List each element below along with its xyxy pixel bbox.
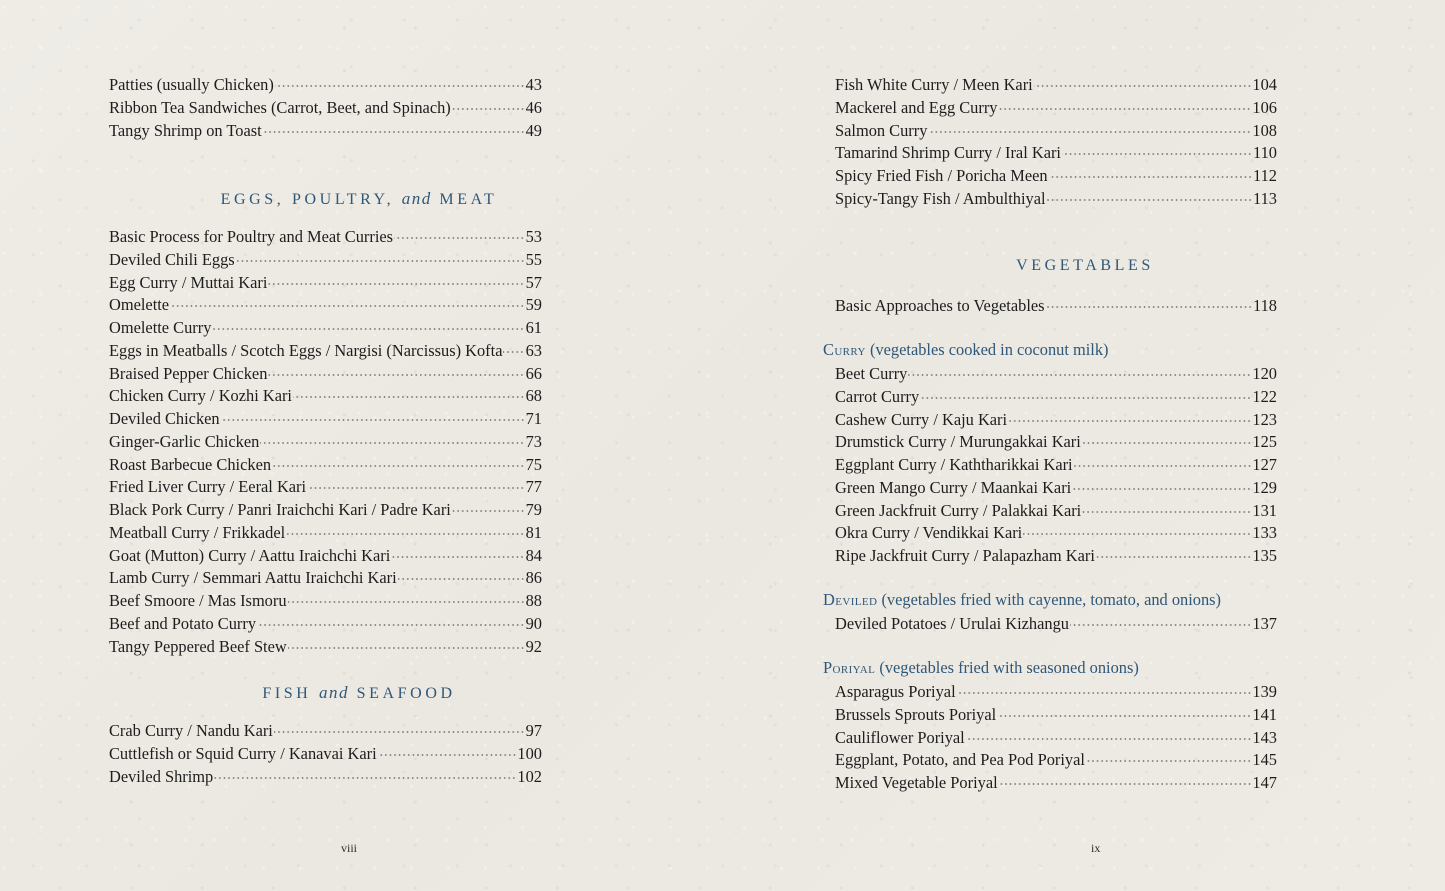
entry-page: 147 (1252, 773, 1277, 792)
toc-entry[interactable] (109, 743, 542, 766)
entry-title: Green Jackfruit Curry / Palakkai Kari (835, 500, 1082, 520)
left-page (0, 0, 722, 891)
entry-page: 88 (525, 591, 542, 610)
toc-entry[interactable] (109, 408, 542, 431)
entry-page: 73 (525, 431, 542, 451)
entry-page: 104 (1252, 75, 1277, 94)
dot-leader (997, 715, 1251, 717)
entry-title: Deviled Shrimp (109, 766, 214, 786)
section-heading-fish-seafood (109, 683, 609, 703)
dot-leader (1082, 511, 1251, 513)
eggs-poultry-meat-list (109, 226, 542, 658)
entry-page: 90 (525, 613, 542, 633)
toc-entry[interactable] (109, 454, 542, 477)
toc-entry[interactable] (835, 431, 1277, 454)
heading-text: SEAFOOD (356, 685, 456, 702)
entry-title: Tangy Peppered Beef Stew (109, 636, 287, 656)
subsection-description: (vegetables fried with seasoned onions) (879, 658, 1139, 677)
entry-page: 68 (525, 386, 542, 406)
toc-entry[interactable] (835, 97, 1277, 120)
dot-leader (268, 374, 524, 376)
entry-page: 92 (525, 636, 542, 656)
entry-title: Fish White Curry / Meen Kari (835, 75, 1033, 94)
entry-page: 110 (1253, 143, 1277, 163)
section-heading-vegetables (835, 257, 1335, 275)
subsection-name: Deviled (823, 590, 878, 609)
subsection-heading-curry (823, 340, 1109, 360)
entry-page: 112 (1253, 166, 1277, 185)
entry-title: Beef and Potato Curry (109, 613, 257, 633)
dot-leader (1082, 442, 1252, 444)
entry-title: Deviled Chicken (109, 409, 220, 428)
entry-page: 137 (1252, 614, 1277, 633)
entry-page: 84 (525, 545, 542, 565)
dot-leader (957, 692, 1252, 694)
dot-leader (998, 108, 1251, 110)
entry-page: 125 (1252, 432, 1277, 452)
dot-leader (260, 442, 524, 444)
vegetables-intro-list (835, 295, 1277, 318)
entry-page: 86 (525, 568, 542, 588)
entry-page: 122 (1252, 386, 1277, 406)
entry-title: Lamb Curry / Semmari Aattu Iraichchi Kari (109, 568, 397, 588)
toc-entry[interactable] (835, 454, 1277, 477)
dot-leader (908, 374, 1251, 376)
dot-leader (288, 647, 525, 649)
dot-leader (1008, 420, 1251, 422)
dot-leader (378, 754, 517, 756)
toc-entry[interactable] (835, 681, 1277, 704)
entry-title: Beet Curry (835, 364, 908, 383)
toc-entry[interactable] (835, 386, 1277, 409)
entry-page: 118 (1253, 296, 1277, 315)
entry-title: Spicy Fried Fish / Poricha Meen (835, 166, 1048, 185)
curry-list (835, 363, 1277, 568)
toc-entry[interactable] (835, 142, 1277, 165)
dot-leader (1096, 556, 1252, 558)
entry-title: Ribbon Tea Sandwiches (Carrot, Beet, and Spinach) (109, 97, 451, 117)
entry-page: 133 (1252, 523, 1277, 543)
dot-leader (920, 397, 1251, 399)
entry-title: Deviled Chili Eggs (109, 249, 235, 269)
dot-leader (1049, 176, 1252, 178)
entry-title: Omelette Curry (109, 318, 212, 337)
entry-title: Basic Process for Poultry and Meat Curries (109, 227, 394, 246)
toc-entry[interactable] (109, 317, 542, 340)
dot-leader (1046, 306, 1252, 308)
dot-leader (293, 396, 525, 398)
toc-entry[interactable] (835, 749, 1277, 772)
entry-page: 141 (1252, 704, 1277, 724)
entry-title: Eggplant, Potato, and Pea Pod Poriyal (835, 750, 1085, 770)
toc-entry[interactable] (109, 545, 542, 568)
intro-entries-list (109, 74, 542, 142)
entry-title: Cuttlefish or Squid Curry / Kanavai Kari (109, 743, 377, 763)
dot-leader (999, 783, 1252, 785)
toc-entry[interactable] (109, 363, 542, 386)
entry-page: 71 (525, 409, 542, 428)
entry-title: Chicken Curry / Kozhi Kari (109, 386, 292, 406)
dot-leader (214, 777, 516, 779)
entry-page: 63 (525, 340, 542, 360)
toc-entry[interactable] (109, 294, 542, 317)
toc-entry[interactable] (835, 545, 1277, 568)
toc-entry[interactable] (109, 431, 542, 454)
entry-title: Carrot Curry (835, 386, 920, 406)
dot-leader (966, 738, 1252, 740)
heading-conjunction: and (401, 189, 432, 208)
dot-leader (391, 556, 524, 558)
subsection-description: (vegetables fried with cayenne, tomato, and onions) (881, 590, 1222, 609)
dot-leader (263, 131, 525, 133)
dot-leader (452, 510, 525, 512)
dot-leader (286, 533, 524, 535)
entry-page: 77 (525, 477, 542, 497)
toc-entry[interactable] (835, 74, 1277, 97)
entry-title: Beef Smoore / Mas Ismoru (109, 591, 287, 610)
heading-text: EGGS, POULTRY, (220, 191, 395, 208)
entry-title: Ginger-Garlic Chicken (109, 431, 260, 451)
entry-title: Egg Curry / Muttai Kari (109, 272, 268, 292)
page-number-right: ix (1091, 841, 1101, 855)
toc-entry[interactable] (109, 249, 542, 272)
heading-conjunction: and (319, 683, 350, 702)
toc-entry[interactable] (835, 188, 1277, 211)
toc-entry[interactable] (109, 97, 542, 120)
toc-entry[interactable] (109, 272, 542, 295)
toc-entry[interactable] (109, 476, 542, 499)
entry-page: 139 (1252, 682, 1277, 701)
entry-title: Brussels Sprouts Poriyal (835, 704, 997, 724)
dot-leader (288, 601, 525, 603)
fish-continued-list (835, 74, 1277, 211)
dot-leader (268, 283, 524, 285)
toc-entry[interactable] (835, 477, 1277, 500)
dot-leader (274, 731, 525, 733)
dot-leader (1062, 153, 1252, 155)
toc-entry[interactable] (835, 165, 1277, 188)
deviled-list (835, 613, 1277, 636)
entry-title: Cashew Curry / Kaju Kari (835, 409, 1008, 429)
entry-page: 43 (525, 75, 542, 94)
entry-title: Basic Approaches to Vegetables (835, 296, 1045, 315)
entry-title: Asparagus Poriyal (835, 682, 956, 701)
entry-page: 49 (525, 120, 542, 140)
entry-title: Tangy Shrimp on Toast (109, 120, 262, 140)
entry-page: 59 (525, 295, 542, 315)
toc-entry[interactable] (109, 590, 542, 613)
toc-entry[interactable] (109, 636, 542, 659)
entry-title: Black Pork Curry / Panri Iraichchi Kari / Padre Kari (109, 500, 451, 519)
toc-entry[interactable] (109, 567, 542, 590)
entry-title: Salmon Curry (835, 120, 928, 140)
dot-leader (212, 328, 524, 330)
entry-page: 129 (1252, 477, 1277, 497)
dot-leader (1070, 624, 1251, 626)
entry-title: Green Mango Curry / Maankai Kari (835, 477, 1072, 497)
entry-title: Drumstick Curry / Murungakkai Kari (835, 432, 1081, 452)
toc-entry[interactable] (835, 500, 1277, 523)
entry-title: Ripe Jackfruit Curry / Palapazham Kari (835, 546, 1095, 565)
toc-entry[interactable] (835, 772, 1277, 795)
entry-title: Roast Barbecue Chicken (109, 454, 272, 474)
entry-title: Braised Pepper Chicken (109, 363, 268, 383)
entry-page: 100 (517, 743, 542, 763)
entry-page: 123 (1252, 409, 1277, 429)
toc-entry[interactable] (835, 363, 1277, 386)
dot-leader (272, 465, 525, 467)
toc-entry[interactable] (835, 613, 1277, 636)
subsection-heading-deviled (823, 590, 1221, 610)
subsection-name: Poriyal (823, 658, 876, 677)
entry-title: Omelette (109, 295, 170, 315)
subsection-description: (vegetables cooked in coconut milk) (870, 340, 1109, 359)
entry-page: 55 (525, 249, 542, 269)
entry-title: Eggplant Curry / Kaththarikkai Kari (835, 455, 1073, 474)
entry-title: Spicy-Tangy Fish / Ambulthiyal (835, 188, 1046, 208)
toc-entry[interactable] (109, 522, 542, 545)
toc-entry[interactable] (109, 385, 542, 408)
entry-page: 143 (1252, 727, 1277, 747)
toc-entry[interactable] (109, 766, 542, 789)
dot-leader (1047, 199, 1252, 201)
heading-text: FISH (262, 685, 312, 702)
page-number-left: viii (341, 841, 358, 855)
entry-title: Tamarind Shrimp Curry / Iral Kari (835, 143, 1061, 163)
poriyal-list (835, 681, 1277, 795)
entry-page: 53 (525, 227, 542, 246)
entry-page: 113 (1253, 188, 1277, 208)
dot-leader (307, 487, 525, 489)
toc-entry[interactable] (835, 120, 1277, 143)
subsection-heading-poriyal (823, 658, 1139, 678)
toc-entry[interactable] (109, 613, 542, 636)
entry-page: 81 (525, 522, 542, 542)
entry-title: Mixed Vegetable Poriyal (835, 773, 998, 792)
entry-page: 131 (1252, 500, 1277, 520)
heading-text: MEAT (439, 191, 498, 208)
toc-entry[interactable] (109, 720, 542, 743)
entry-title: Eggs in Meatballs / Scotch Eggs / Nargisi (Narcissus) Kofta (109, 340, 503, 360)
dot-leader (394, 237, 525, 239)
dot-leader (236, 260, 525, 262)
entry-title: Cauliflower Poriyal (835, 727, 965, 747)
entry-page: 46 (525, 97, 542, 117)
entry-page: 106 (1252, 97, 1277, 117)
entry-page: 57 (525, 272, 542, 292)
entry-page: 108 (1252, 120, 1277, 140)
entry-title: Patties (usually Chicken) (109, 75, 274, 94)
dot-leader (1034, 85, 1252, 87)
toc-entry[interactable] (835, 409, 1277, 432)
dot-leader (452, 108, 525, 110)
entry-page: 127 (1252, 455, 1277, 474)
entry-title: Okra Curry / Vendikkai Kari (835, 523, 1023, 543)
dot-leader (1072, 488, 1251, 490)
heading-text: VEGETABLES (1016, 257, 1154, 274)
dot-leader (221, 419, 525, 421)
entry-page: 61 (525, 318, 542, 337)
dot-leader (503, 351, 524, 353)
toc-entry[interactable] (835, 727, 1277, 750)
dot-leader (275, 85, 525, 87)
toc-entry[interactable] (109, 499, 542, 522)
entry-page: 66 (525, 363, 542, 383)
entry-title: Meatball Curry / Frikkadel (109, 522, 286, 542)
entry-title: Fried Liver Curry / Eeral Kari (109, 477, 307, 497)
right-page (722, 0, 1445, 891)
toc-entry[interactable] (835, 522, 1277, 545)
entry-title: Goat (Mutton) Curry / Aattu Iraichchi Kari (109, 545, 391, 565)
dot-leader (1074, 465, 1252, 467)
entry-page: 79 (525, 500, 542, 519)
entry-page: 145 (1252, 750, 1277, 770)
entry-page: 97 (525, 721, 542, 740)
entry-title: Deviled Potatoes / Urulai Kizhangu (835, 614, 1069, 633)
entry-page: 120 (1252, 364, 1277, 383)
toc-entry[interactable] (835, 295, 1277, 318)
fish-seafood-list (109, 720, 542, 788)
entry-title: Mackerel and Egg Curry (835, 97, 998, 117)
section-heading-eggs-poultry-meat (109, 189, 609, 209)
toc-entry[interactable] (109, 226, 542, 249)
dot-leader (170, 305, 525, 307)
toc-entry[interactable] (835, 704, 1277, 727)
dot-leader (1023, 533, 1251, 535)
toc-entry[interactable] (109, 120, 542, 143)
entry-page: 102 (517, 766, 542, 786)
entry-title: Crab Curry / Nandu Kari (109, 721, 273, 740)
entry-page: 135 (1252, 546, 1277, 565)
dot-leader (257, 624, 525, 626)
dot-leader (928, 131, 1251, 133)
entry-page: 75 (525, 454, 542, 474)
dot-leader (398, 578, 525, 580)
toc-entry[interactable] (109, 74, 542, 97)
dot-leader (1086, 760, 1251, 762)
subsection-name: Curry (823, 340, 866, 359)
toc-entry[interactable] (109, 340, 542, 363)
